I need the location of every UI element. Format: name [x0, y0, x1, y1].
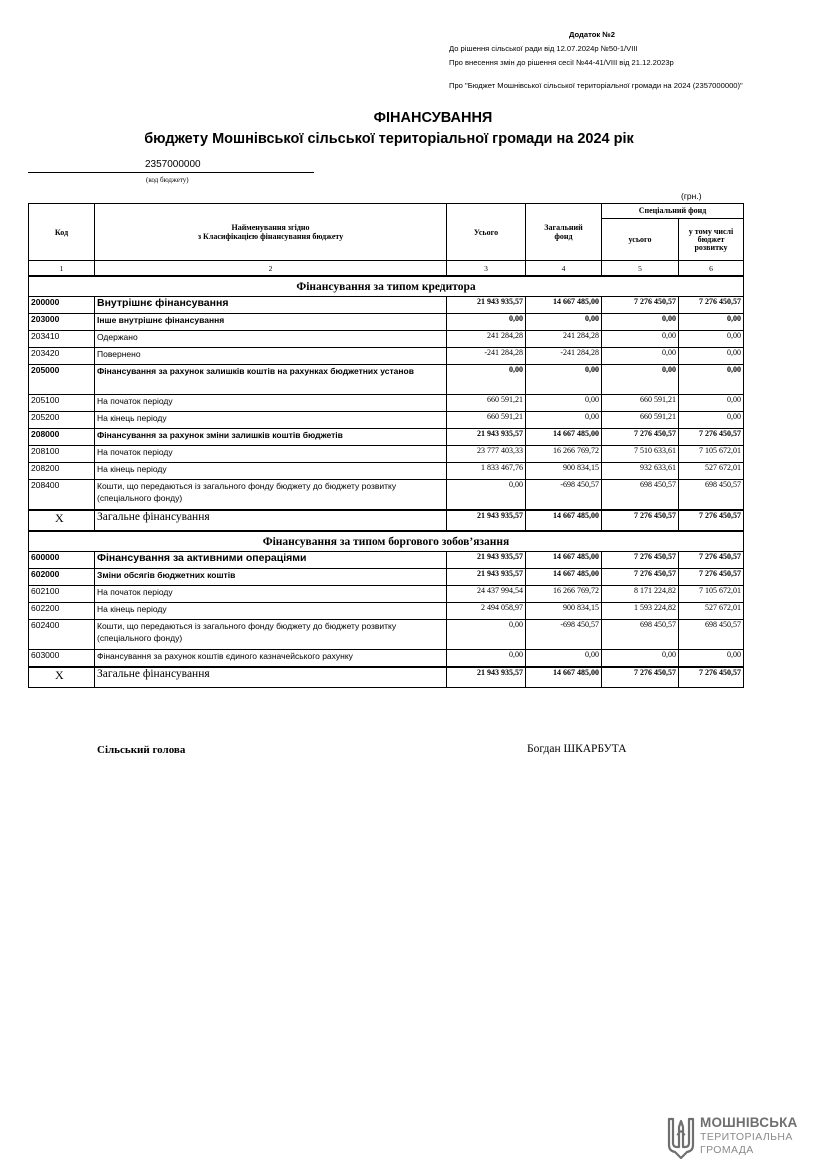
row-development: 0,00 [679, 650, 744, 668]
row-general: 14 667 485,00 [526, 552, 602, 569]
row-code: 208100 [29, 446, 95, 463]
column-number: 4 [526, 261, 602, 277]
row-total: 660 591,21 [447, 412, 526, 429]
total-total: 21 943 935,57 [447, 510, 526, 531]
row-development: 7 276 450,57 [679, 569, 744, 586]
table-row [29, 552, 744, 569]
total-general: 14 667 485,00 [526, 667, 602, 688]
budget-code-underline [28, 172, 314, 173]
row-name: Кошти, що передаються із загального фонду бюджету до бюджету розвитку (спеціального фонду) [95, 620, 447, 650]
row-total: 0,00 [447, 620, 526, 650]
row-code: 203000 [29, 314, 95, 331]
row-general: -698 450,57 [526, 480, 602, 511]
row-general: 0,00 [526, 650, 602, 668]
header-dev-line3: розвитку [694, 242, 728, 252]
row-development: 527 672,01 [679, 463, 744, 480]
row-development: 527 672,01 [679, 603, 744, 620]
row-general: -241 284,28 [526, 348, 602, 365]
row-name: На початок періоду [95, 446, 447, 463]
row-total: 0,00 [447, 650, 526, 668]
annex-budget-line: Про "Бюджет Мошнівської сільської територіальної громади на 2024 (2357000000)" [449, 81, 743, 90]
annex-amendment-line: Про внесення змін до рішення сесії №44-41/VIII від 21.12.2023р [449, 58, 674, 67]
row-general: 14 667 485,00 [526, 569, 602, 586]
row-general: 14 667 485,00 [526, 297, 602, 314]
row-development: 7 105 672,01 [679, 446, 744, 463]
row-code: 602200 [29, 603, 95, 620]
total-name: Загальне фінансування [95, 667, 447, 688]
total-code: X [29, 667, 95, 688]
row-special: 932 633,61 [602, 463, 679, 480]
row-special: 8 171 224,82 [602, 586, 679, 603]
row-development: 7 276 450,57 [679, 297, 744, 314]
table-row [29, 650, 744, 668]
row-total: 21 943 935,57 [447, 429, 526, 446]
table-row [29, 480, 744, 511]
row-code: 205100 [29, 395, 95, 412]
row-code: 208200 [29, 463, 95, 480]
row-development: 7 276 450,57 [679, 552, 744, 569]
table-row [29, 569, 744, 586]
row-total: 0,00 [447, 314, 526, 331]
header-general-fund [526, 204, 602, 261]
currency-label: (грн.) [681, 191, 702, 201]
table-row [29, 603, 744, 620]
row-code: 208400 [29, 480, 95, 511]
row-development: 0,00 [679, 365, 744, 395]
logo-line2: ТЕРИТОРІАЛЬНА [700, 1131, 793, 1143]
row-general: 900 834,15 [526, 603, 602, 620]
row-development: 7 276 450,57 [679, 429, 744, 446]
row-code: 200000 [29, 297, 95, 314]
row-total: 21 943 935,57 [447, 297, 526, 314]
table-row [29, 395, 744, 412]
row-total: -241 284,28 [447, 348, 526, 365]
row-code: 602400 [29, 620, 95, 650]
table-row [29, 429, 744, 446]
total-total: 21 943 935,57 [447, 667, 526, 688]
table-row [29, 314, 744, 331]
row-general: -698 450,57 [526, 620, 602, 650]
column-number: 2 [95, 261, 447, 277]
header-code: Код [29, 204, 95, 261]
row-total: 1 833 467,76 [447, 463, 526, 480]
row-code: 602000 [29, 569, 95, 586]
row-general: 14 667 485,00 [526, 429, 602, 446]
row-name: Фінансування за рахунок залишків коштів на рахунках бюджетних установ [95, 365, 447, 395]
total-row [29, 510, 744, 531]
total-general: 14 667 485,00 [526, 510, 602, 531]
section-title: Фінансування за типом кредитора [29, 276, 744, 297]
header-special-fund: Спеціальний фонд [602, 204, 744, 219]
row-general: 0,00 [526, 412, 602, 429]
row-special: 0,00 [602, 314, 679, 331]
row-name: На початок періоду [95, 586, 447, 603]
financing-table [28, 203, 744, 688]
row-special: 7 510 633,61 [602, 446, 679, 463]
row-name: На кінець періоду [95, 603, 447, 620]
row-total: 2 494 058,97 [447, 603, 526, 620]
row-special: 698 450,57 [602, 620, 679, 650]
table-row [29, 412, 744, 429]
row-name: Внутрішнє фінансування [95, 297, 447, 314]
column-number: 5 [602, 261, 679, 277]
column-number: 3 [447, 261, 526, 277]
total-code: X [29, 510, 95, 531]
header-name-line2: з Класифікацією фінансування бюджету [197, 232, 344, 241]
column-number: 1 [29, 261, 95, 277]
header-dev-line1: у тому числі [688, 226, 734, 236]
logo-line3: ГРОМАДА [700, 1144, 754, 1156]
document-title: ФІНАНСУВАННЯ [373, 110, 493, 126]
document-subtitle: бюджету Мошнівської сільської територіальної громади на 2024 рік [144, 131, 634, 147]
table-row [29, 331, 744, 348]
table-row [29, 446, 744, 463]
row-development: 0,00 [679, 395, 744, 412]
row-development: 698 450,57 [679, 480, 744, 511]
signature-title: Сільський голова [97, 744, 186, 756]
budget-code-label: (код бюджету) [146, 176, 189, 184]
row-name: Кошти, що передаються із загального фонду бюджету до бюджету розвитку (спеціального фонду) [95, 480, 447, 511]
row-name: На кінець періоду [95, 463, 447, 480]
budget-code: 2357000000 [145, 159, 201, 170]
logo-line1: МОШНІВСЬКА [700, 1115, 798, 1130]
row-general: 0,00 [526, 314, 602, 331]
total-name: Загальне фінансування [95, 510, 447, 531]
trident-icon [667, 1115, 695, 1159]
table-row [29, 348, 744, 365]
row-development: 7 105 672,01 [679, 586, 744, 603]
column-numbers-row [29, 261, 744, 277]
row-total: 0,00 [447, 480, 526, 511]
row-special: 7 276 450,57 [602, 569, 679, 586]
header-general-line2: фонд [554, 232, 573, 241]
header-development-budget [679, 219, 744, 261]
row-special: 7 276 450,57 [602, 429, 679, 446]
row-name: На кінець періоду [95, 412, 447, 429]
row-development: 698 450,57 [679, 620, 744, 650]
row-name: Одержано [95, 331, 447, 348]
row-code: 203410 [29, 331, 95, 348]
row-development: 0,00 [679, 331, 744, 348]
section-header-debt [29, 531, 744, 552]
header-general-line1: Загальний [544, 223, 583, 232]
row-development: 0,00 [679, 314, 744, 331]
row-name: Фінансування за рахунок зміни залишків коштів бюджетів [95, 429, 447, 446]
total-special: 7 276 450,57 [602, 667, 679, 688]
row-name: На початок періоду [95, 395, 447, 412]
row-total: 0,00 [447, 365, 526, 395]
total-row [29, 667, 744, 688]
header-special-total: усього [602, 219, 679, 261]
section-title: Фінансування за типом боргового зобов’язання [29, 531, 744, 552]
row-total: 24 437 994,54 [447, 586, 526, 603]
header-dev-line2: бюджет [697, 234, 725, 244]
row-special: 0,00 [602, 650, 679, 668]
row-code: 602100 [29, 586, 95, 603]
community-logo [667, 1113, 807, 1161]
row-special: 7 276 450,57 [602, 552, 679, 569]
row-development: 0,00 [679, 412, 744, 429]
row-name: Інше внутрішнє фінансування [95, 314, 447, 331]
table-row [29, 586, 744, 603]
row-general: 0,00 [526, 395, 602, 412]
annex-decision-line: До рішення сільської ради від 12.07.2024р №50-1/VIII [449, 44, 638, 53]
header-total: Усього [447, 204, 526, 261]
row-development: 0,00 [679, 348, 744, 365]
signature-name: Богдан ШКАРБУТА [527, 743, 627, 755]
row-special: 7 276 450,57 [602, 297, 679, 314]
table-row [29, 365, 744, 395]
row-code: 205200 [29, 412, 95, 429]
annex-title: Додаток №2 [569, 30, 615, 39]
row-name: Фінансування за рахунок коштів єдиного казначейського рахунку [95, 650, 447, 668]
row-special: 0,00 [602, 331, 679, 348]
row-special: 660 591,21 [602, 412, 679, 429]
row-name: Фінансування за активними операціями [95, 552, 447, 569]
row-general: 16 266 769,72 [526, 446, 602, 463]
row-code: 208000 [29, 429, 95, 446]
header-name [95, 204, 447, 261]
table-row [29, 463, 744, 480]
row-code: 203420 [29, 348, 95, 365]
row-total: 21 943 935,57 [447, 569, 526, 586]
table-row [29, 297, 744, 314]
row-total: 660 591,21 [447, 395, 526, 412]
row-special: 660 591,21 [602, 395, 679, 412]
header-name-line1: Найменування згідно [231, 223, 310, 232]
row-name: Зміни обсягів бюджетних коштів [95, 569, 447, 586]
row-special: 698 450,57 [602, 480, 679, 511]
row-total: 21 943 935,57 [447, 552, 526, 569]
row-general: 0,00 [526, 365, 602, 395]
total-development: 7 276 450,57 [679, 667, 744, 688]
row-total: 241 284,28 [447, 331, 526, 348]
row-general: 900 834,15 [526, 463, 602, 480]
row-special: 0,00 [602, 365, 679, 395]
row-code: 600000 [29, 552, 95, 569]
row-general: 241 284,28 [526, 331, 602, 348]
table-row [29, 620, 744, 650]
row-code: 603000 [29, 650, 95, 668]
total-special: 7 276 450,57 [602, 510, 679, 531]
row-code: 205000 [29, 365, 95, 395]
row-total: 23 777 403,33 [447, 446, 526, 463]
section-header-creditor [29, 276, 744, 297]
row-special: 0,00 [602, 348, 679, 365]
row-special: 1 593 224,82 [602, 603, 679, 620]
column-number: 6 [679, 261, 744, 277]
row-name: Повернено [95, 348, 447, 365]
total-development: 7 276 450,57 [679, 510, 744, 531]
row-general: 16 266 769,72 [526, 586, 602, 603]
